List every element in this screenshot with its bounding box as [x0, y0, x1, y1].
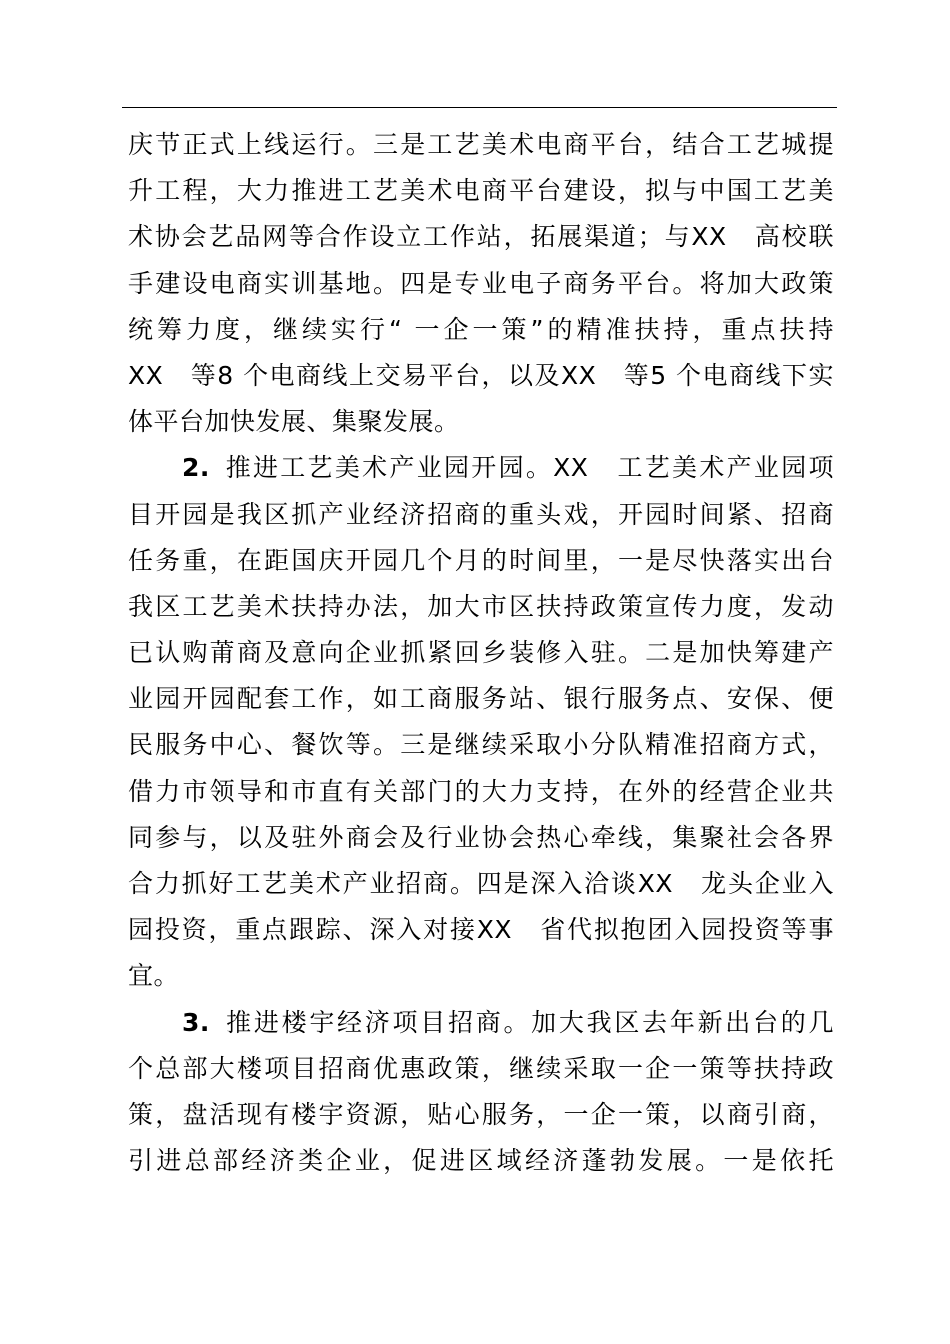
text-line: 借力市领导和市直有关部门的大力支持，在外的经营企业共 [128, 776, 834, 806]
text-line: 体平台加快发展、集聚发展。 [128, 407, 460, 437]
text-line: 园投资，重点跟踪、深入对接XX 省代拟抱团入园投资等事 [128, 915, 834, 945]
text-line: 同参与，以及驻外商会及行业协会热心牵线，集聚社会各界 [128, 822, 834, 852]
text-line: 策，盘活现有楼宇资源，贴心服务，一企一策，以商引商， [128, 1099, 834, 1129]
text-line: 我区工艺美术扶持办法，加大市区扶持政策宣传力度，发动 [128, 591, 834, 621]
text-line: 任务重，在距国庆开园几个月的时间里，一是尽快落实出台 [128, 545, 834, 575]
body-text [128, 122, 834, 1184]
paragraph-number: 2. [182, 453, 210, 483]
text-line: 庆节正式上线运行。三是工艺美术电商平台，结合工艺城提 [128, 130, 834, 159]
text-line: 个总部大楼项目招商优惠政策，继续采取一企一策等扶持政 [128, 1053, 834, 1083]
text-line: 推进工艺美术产业园开园。XX 工艺美术产业园项 [223, 453, 834, 483]
text-line: 合力抓好工艺美术产业招商。四是深入洽谈XX 龙头企业入 [128, 869, 834, 898]
text-line: 升工程，大力推进工艺美术电商平台建设，拟与中国工艺美 [128, 176, 834, 206]
header-rule [122, 107, 837, 108]
paragraph-number: 3. [182, 1007, 210, 1037]
text-line: 民服务中心、餐饮等。三是继续采取小分队精准招商方式， [128, 730, 834, 760]
paragraph-first-line [128, 445, 834, 491]
text-line: 业园开园配套工作，如工商服务站、银行服务点、安保、便 [128, 684, 834, 714]
text-line: 手建设电商实训基地。四是专业电子商务平台。将加大政策 [128, 268, 834, 298]
text-line: 推进楼宇经济项目招商。加大我区去年新出台的几 [223, 1007, 834, 1037]
text-line: XX 等8 个电商线上交易平台，以及XX 等5 个电商线下实 [128, 360, 834, 390]
paragraph-first-line [128, 1000, 834, 1046]
text-line: 术协会艺品网等合作设立工作站，拓展渠道；与XX 高校联 [128, 222, 834, 252]
text-line: 宜。 [128, 961, 180, 991]
text-line: 统筹力度，继续实行“ 一企一策”的精准扶持，重点扶持 [128, 314, 834, 344]
text-line: 目开园是我区抓产业经济招商的重头戏，开园时间紧、招商 [128, 499, 834, 529]
text-line: 已认购莆商及意向企业抓紧回乡装修入驻。二是加快筹建产 [128, 638, 834, 668]
text-line: 引进总部经济类企业，促进区域经济蓬勃发展。一是依托 [128, 1146, 834, 1176]
